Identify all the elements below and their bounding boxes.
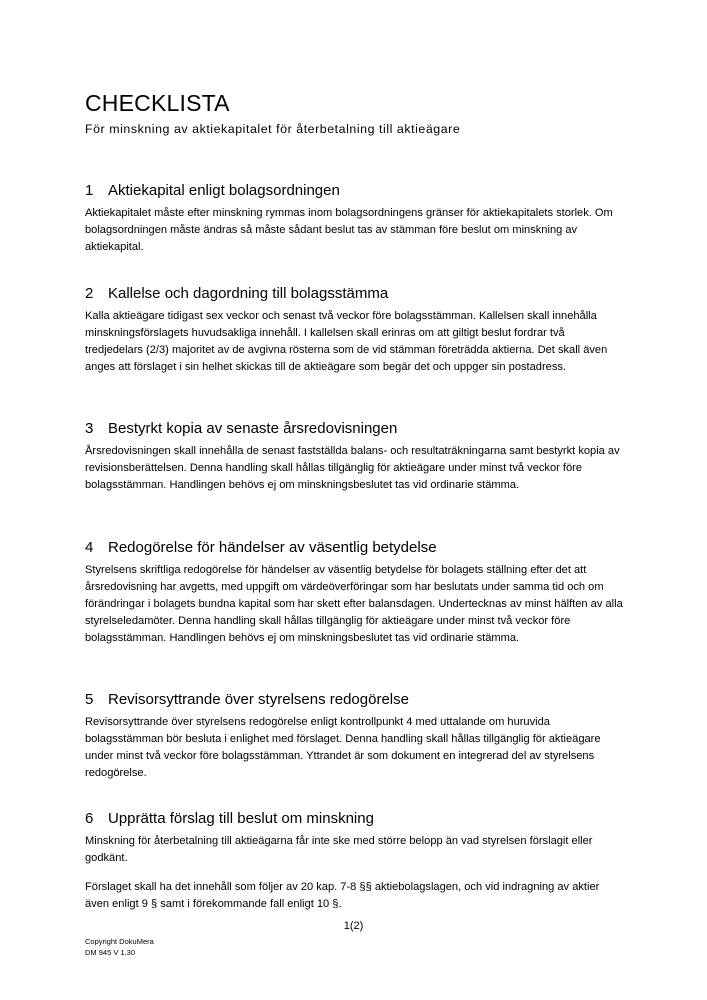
section-title: Bestyrkt kopia av senaste årsredovisningen xyxy=(108,420,398,437)
section-1 xyxy=(85,181,625,256)
section-title: Redogörelse för händelser av väsentlig betydelse xyxy=(108,539,437,556)
section-paragraph: Aktiekapitalet måste efter minskning rymmas inom bolagsordningens gränser för aktiekapitalets storlek. Om bolagsordningen måste ändras så måste sådant beslut tas av stämman före beslut om minskning av aktiekapital. xyxy=(85,207,613,253)
section-number: 3 xyxy=(85,420,94,437)
section-number: 1 xyxy=(85,182,94,199)
section-6 xyxy=(85,809,625,913)
document-title: CHECKLISTA xyxy=(85,90,230,116)
section-title: Kallelse och dagordning till bolagsstämma xyxy=(108,285,389,302)
section-4 xyxy=(85,538,625,647)
page-number: 1(2) xyxy=(343,920,364,932)
section-heading xyxy=(85,538,625,558)
section-5 xyxy=(85,690,625,782)
section-title: Upprätta förslag till beslut om minskning xyxy=(108,810,374,827)
section-number: 5 xyxy=(85,691,94,708)
section-title: Revisorsyttrande över styrelsens redogörelse xyxy=(108,691,409,708)
copyright-text: Copyright DokuMera xyxy=(85,937,154,946)
section-paragraph: Kalla aktieägare tidigast sex veckor och senast två veckor före bolagsstämman. Kallelsen skall innehålla minskningsförslagets huvudsakliga innehåll. I kallelsen skall erinras om att giltigt beslut fordrar två tredjedelars (2/3) majoritet av de avgivna rösterna som de vid stämman företrädda aktierna. Det skall även anges att förslaget i sin helhet skickas till de aktieägare som begär det och uppger sin postadress. xyxy=(85,310,608,373)
section-heading xyxy=(85,809,625,829)
section-2 xyxy=(85,284,625,376)
section-heading xyxy=(85,284,625,304)
section-paragraph: Minskning för återbetalning till aktieägarna får inte ske med större belopp än vad styrelsen förslagit eller godkänt. xyxy=(85,835,593,864)
section-heading xyxy=(85,690,625,710)
version-text: DM 945 V 1.30 xyxy=(85,948,136,957)
section-heading xyxy=(85,419,625,439)
footer xyxy=(85,936,154,958)
section-3 xyxy=(85,419,625,494)
section-paragraph: Revisorsyttrande över styrelsens redogörelse enligt kontrollpunkt 4 med uttalande om huruvida bolagsstämman bör besluta i enlighet med förslaget. Denna handling skall hållas tillgänglig för aktieägare under minst två veckor före bolagsstämman. Yttrandet är som dokument en integrerad del av styrelsens redogörelse. xyxy=(85,716,601,779)
section-paragraph: Årsredovisningen skall innehålla de senast fastställda balans- och resultaträkningarna samt bestyrkt kopia av revisionsberättelsen. Denna handling skall hållas tillgänglig för aktieägare under minst två veckor före bolagsstämman. Handlingen behövs ej om minskningsbeslutet tas vid ordinarie stämma. xyxy=(85,445,620,491)
section-title: Aktiekapital enligt bolagsordningen xyxy=(108,182,340,199)
section-heading xyxy=(85,181,625,201)
section-number: 4 xyxy=(85,539,94,556)
section-paragraph: Styrelsens skriftliga redogörelse för händelser av väsentlig betydelse för bolagets ställning efter det att årsredovisning har avgetts, med uppgift om värdeöverföringar som har beslutats under samma tid och om förändringar i bolagets bundna kapital som har skett efter balansdagen. Undertecknas av minst hälften av alla styrelseledamöter. Denna handling skall hållas tillgänglig för aktieägare under minst två veckor före bolagsstämman. Handlingen behövs ej om minskningsbeslutet tas vid ordinarie stämma. xyxy=(85,564,623,644)
section-paragraph: Förslaget skall ha det innehåll som följer av 20 kap. 7-8 §§ aktiebolagslagen, och vid indragning av aktier även enligt 9 § samt i förekommande fall enligt 10 §. xyxy=(85,881,600,910)
document-subtitle: För minskning av aktiekapitalet för återbetalning till aktieägare xyxy=(85,122,461,136)
section-number: 2 xyxy=(85,285,94,302)
section-number: 6 xyxy=(85,810,94,827)
